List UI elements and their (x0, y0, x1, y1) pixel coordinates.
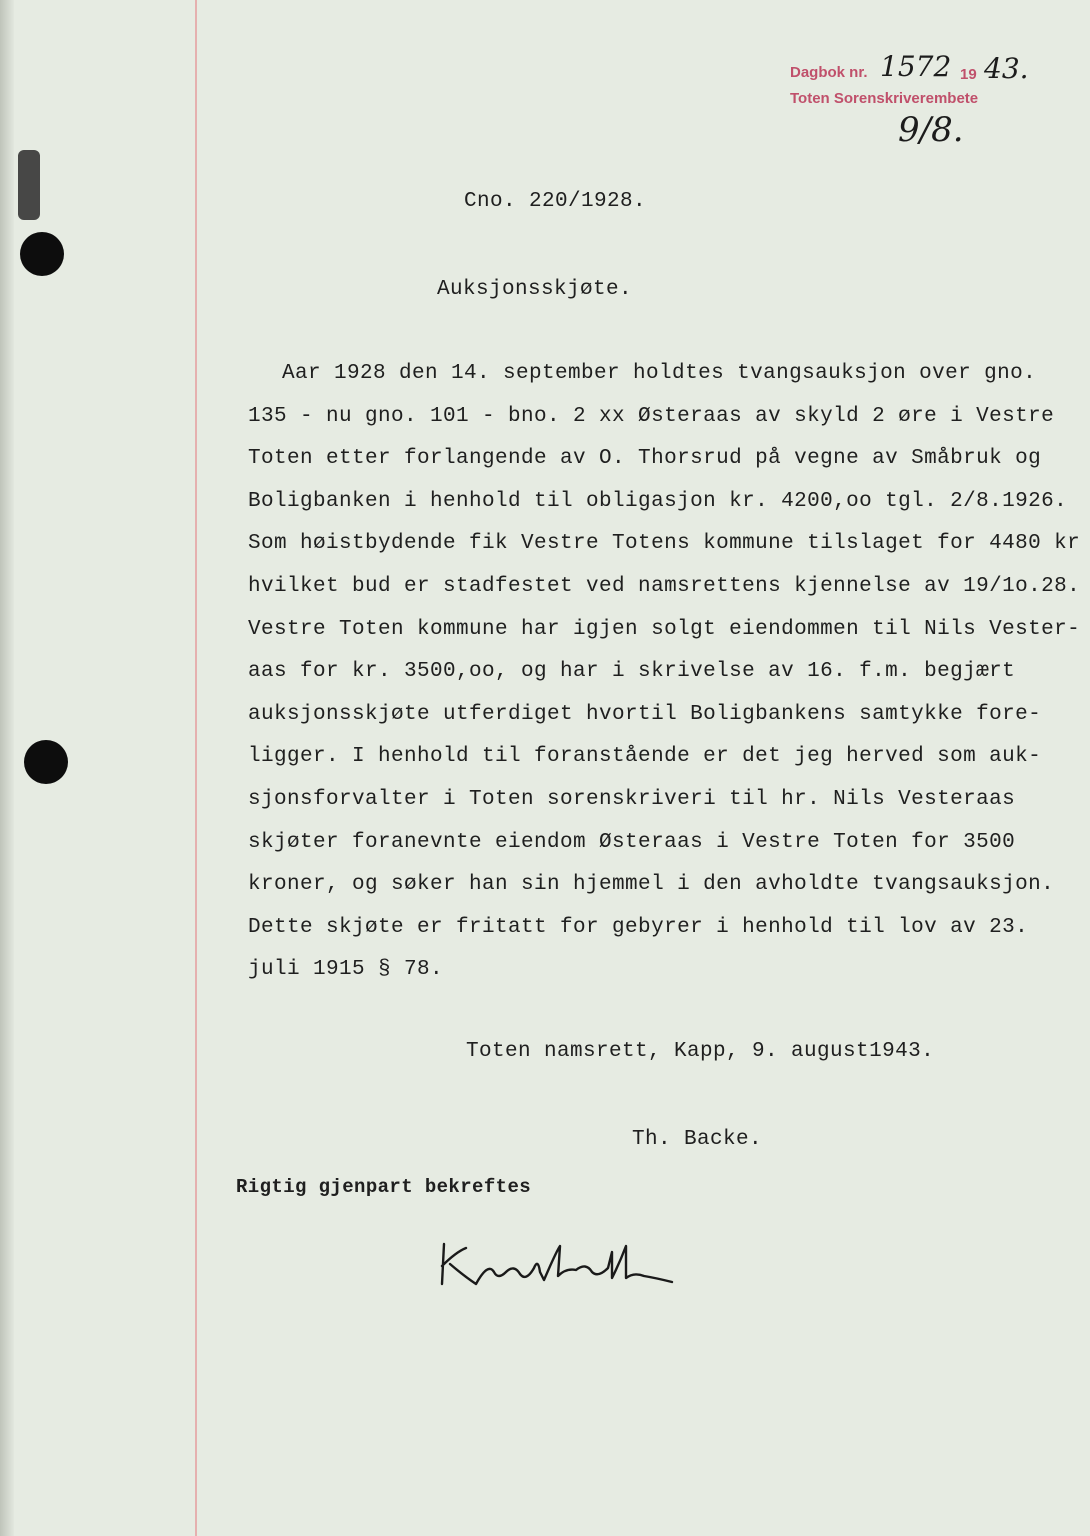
body-line: hvilket bud er stadfestet ved namsrettens kjennelse av 19/1o.28. (248, 575, 1081, 598)
edge-mark (18, 150, 40, 220)
case-number: Cno. 220/1928. (464, 190, 647, 213)
body-line: Boligbanken i henhold til obligasjon kr. 4200,oo tgl. 2/8.1926. (248, 490, 1068, 513)
body-line: skjøter foranevnte eiendom Østeraas i Vestre Toten for 3500 (248, 831, 1016, 854)
document-title: Auksjonsskjøte. (437, 278, 633, 301)
handwritten-signature (436, 1232, 686, 1302)
body-line: aas for kr. 3500,oo, og har i skrivelse av 16. f.m. begjært (248, 660, 1016, 683)
date-note: 9/8. (898, 110, 964, 150)
punch-hole-middle (24, 740, 68, 784)
body-line: Vestre Toten kommune har igjen solgt eiendommen til Nils Vester- (248, 618, 1081, 641)
body-line: Aar 1928 den 14. september holdtes tvangsauksjon over gno. (282, 362, 1037, 385)
body-line: Toten etter forlangende av O. Thorsrud på vegne av Småbruk og (248, 447, 1042, 470)
place-date: Toten namsrett, Kapp, 9. august1943. (466, 1040, 935, 1063)
year-suffix: 43. (984, 52, 1029, 85)
body-line: kroner, og søker han sin hjemmel i den avholdte tvangsauksjon. (248, 873, 1055, 896)
punch-hole-top (20, 232, 64, 276)
body-line: juli 1915 § 78. (248, 958, 444, 981)
dagbok-number: 1572 (880, 50, 952, 83)
signer-name: Th. Backe. (632, 1128, 763, 1151)
page-edge-shadow (0, 0, 14, 1536)
year-prefix: 19 (960, 66, 977, 83)
office-name: Toten Sorenskriverembete (790, 90, 979, 107)
body-line: auksjonsskjøte utferdiget hvortil Boligbankens samtykke fore- (248, 703, 1042, 726)
body-line: sjonsforvalter i Toten sorenskriveri til hr. Nils Vesteraas (248, 788, 1016, 811)
margin-line (195, 0, 197, 1536)
dagbok-label: Dagbok nr. (790, 64, 868, 81)
body-line: ligger. I henhold til foranstående er det jeg herved som auk- (248, 745, 1042, 768)
body-line: Dette skjøte er fritatt for gebyrer i henhold til lov av 23. (248, 916, 1029, 939)
body-line: 135 - nu gno. 101 - bno. 2 xx Østeraas av skyld 2 øre i Vestre (248, 405, 1055, 428)
body-line: Som høistbydende fik Vestre Totens kommune tilslaget for 4480 kr (248, 532, 1081, 555)
certification-text: Rigtig gjenpart bekreftes (236, 1176, 532, 1198)
